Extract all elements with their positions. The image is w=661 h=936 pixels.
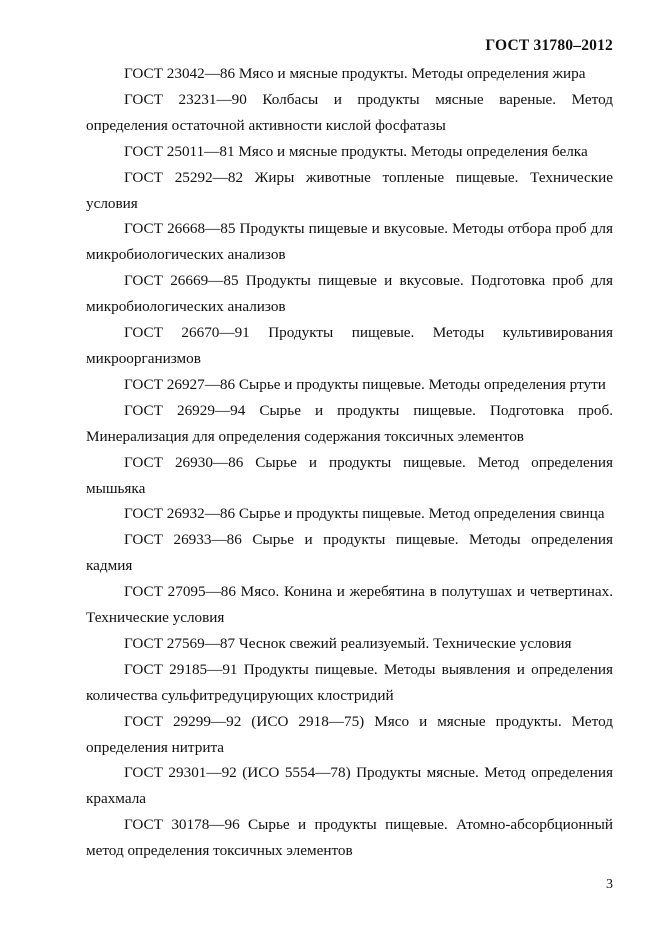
reference-item: ГОСТ 23231—90 Колбасы и продукты мясные вареные. Метод определения остаточной активности кислой фосфатазы xyxy=(86,90,613,134)
reference-item: ГОСТ 27569—87 Чеснок свежий реализуемый. Технические условия xyxy=(124,634,572,652)
reference-item: ГОСТ 26930—86 Сырье и продукты пищевые. Метод определения мышьяка xyxy=(86,453,613,497)
reference-item: ГОСТ 26933—86 Сырье и продукты пищевые. Методы определения кадмия xyxy=(86,531,613,575)
reference-item: ГОСТ 26932—86 Сырье и продукты пищевые. Метод определения свинца xyxy=(124,505,605,523)
reference-item: ГОСТ 26670—91 Продукты пищевые. Методы культивирования микроорганизмов xyxy=(86,324,613,367)
normative-references-list xyxy=(86,61,613,864)
reference-item: ГОСТ 29301—92 (ИСО 5554—78) Продукты мясные. Метод определения крахмала xyxy=(86,764,613,808)
reference-item: ГОСТ 26668—85 Продукты пищевые и вкусовые. Методы отбора проб для микробиологических анализов xyxy=(86,220,613,264)
reference-item: ГОСТ 23042—86 Мясо и мясные продукты. Методы определения жира xyxy=(124,65,586,82)
reference-item: ГОСТ 25292—82 Жиры животные топленые пищевые. Технические условия xyxy=(86,168,613,212)
document-id-header: ГОСТ 31780–2012 xyxy=(485,37,613,54)
reference-item: ГОСТ 27095—86 Мясо. Конина и жеребятина в полутушах и четвертинах. Технические условия xyxy=(86,583,613,627)
reference-item: ГОСТ 29185—91 Продукты пищевые. Методы выявления и определения количества сульфитредуцирующих клостридий xyxy=(86,660,613,704)
reference-item: ГОСТ 25011—81 Мясо и мясные продукты. Методы определения белка xyxy=(124,142,588,160)
reference-item: ГОСТ 26927—86 Сырье и продукты пищевые. Методы определения ртути xyxy=(124,375,606,393)
reference-item: ГОСТ 26929—94 Сырье и продукты пищевые. Подготовка проб. Минерализация для определения содержания токсичных элементов xyxy=(86,401,613,445)
page-number: 3 xyxy=(606,877,613,892)
reference-item: ГОСТ 29299—92 (ИСО 2918—75) Мясо и мясные продукты. Метод определения нитрита xyxy=(86,712,613,756)
reference-item: ГОСТ 30178—96 Сырье и продукты пищевые. Атомно-абсорбционный метод определения токсичных элементов xyxy=(86,816,613,860)
reference-item: ГОСТ 26669—85 Продукты пищевые и вкусовые. Подготовка проб для микробиологических анализов xyxy=(86,272,613,316)
